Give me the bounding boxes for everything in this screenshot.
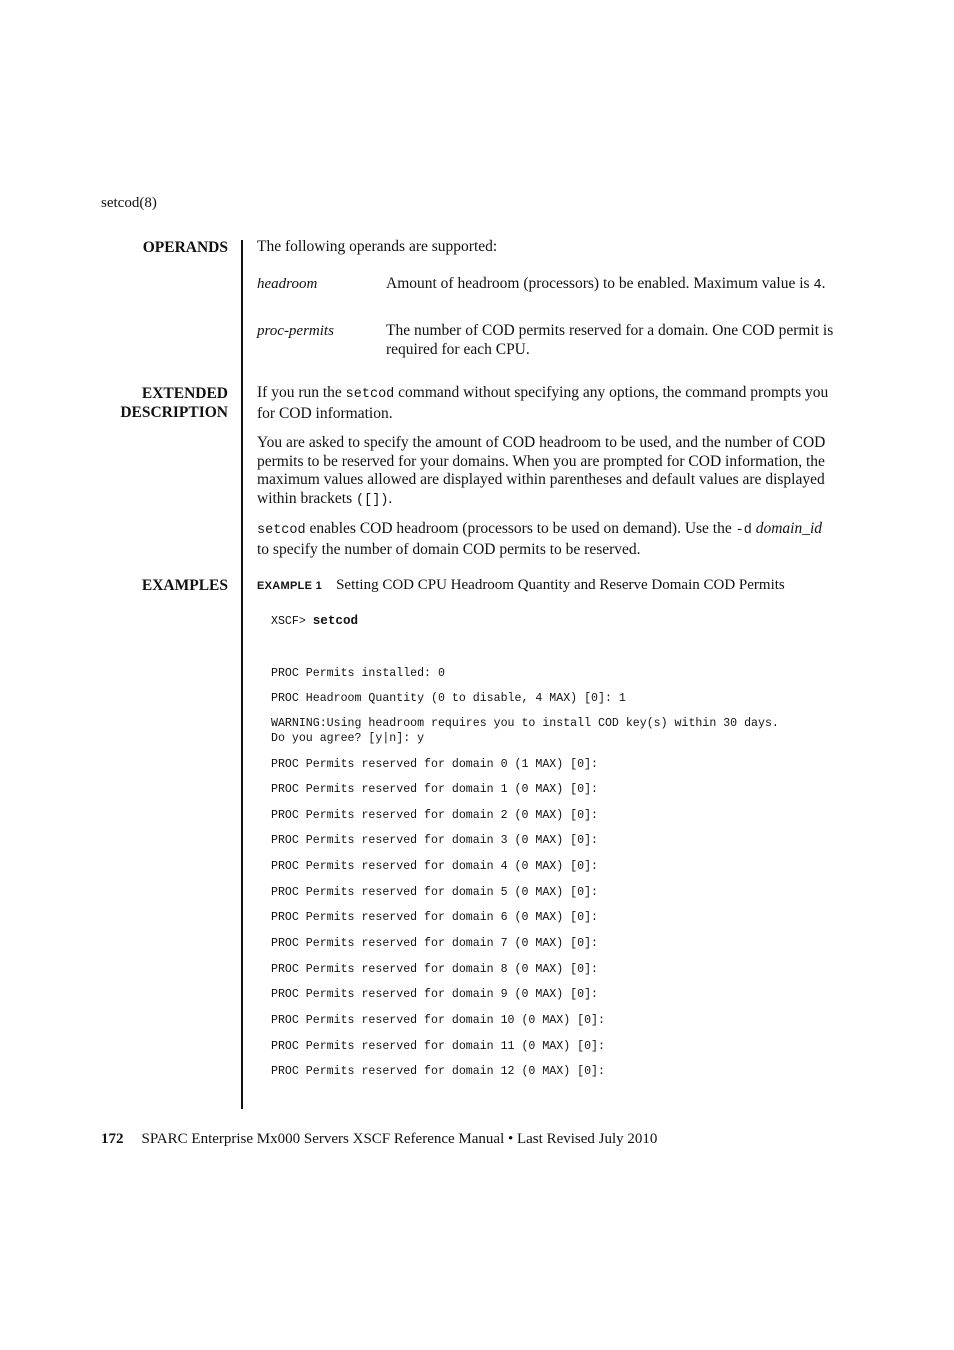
code-command: setcod xyxy=(312,614,359,628)
code-line: PROC Permits reserved for domain 6 (0 MAX) [0]: xyxy=(271,911,598,924)
code-line: PROC Permits reserved for domain 3 (0 MAX) [0]: xyxy=(271,834,598,847)
code-line: Do you agree? [y|n]: y xyxy=(271,732,425,745)
operand-term-headroom: headroom xyxy=(257,276,318,292)
code-line: PROC Permits reserved for domain 7 (0 MAX) [0]: xyxy=(271,937,598,950)
code-line: PROC Permits reserved for domain 0 (1 MAX) [0]: xyxy=(271,758,598,771)
operands-heading: OPERANDS xyxy=(142,239,228,256)
examples-heading: EXAMPLES xyxy=(141,577,228,594)
operand-def-proc-permits: The number of COD permits reserved for a domain. One COD permit is required for each CPU. xyxy=(386,322,834,358)
code-line: PROC Permits reserved for domain 11 (0 MAX) [0]: xyxy=(271,1040,605,1053)
italic-term: domain_id xyxy=(755,520,823,537)
operands-intro: The following operands are supported: xyxy=(257,238,498,255)
page-footer xyxy=(101,1131,657,1148)
example-title-line xyxy=(257,577,785,594)
inline-code: 4 xyxy=(813,278,822,293)
description-paragraph-3: setcod enables COD headroom (processors to be used on demand). Use the -d domain_id to specify the number of domain COD permits to be reserved. xyxy=(257,520,823,558)
code-line: PROC Permits reserved for domain 10 (0 MAX) [0]: xyxy=(271,1014,605,1027)
code-line: PROC Permits reserved for domain 8 (0 MAX) [0]: xyxy=(271,963,598,976)
operand-def-headroom: Amount of headroom (processors) to be enabled. Maximum value is 4. xyxy=(386,275,826,293)
inline-code: setcod xyxy=(257,523,306,538)
description-paragraph-1: If you run the setcod command without specifying any options, the command prompts you for COD information. xyxy=(257,384,829,422)
code-line: PROC Permits installed: 0 xyxy=(271,667,445,680)
example-title: Setting COD CPU Headroom Quantity and Reserve Domain COD Permits xyxy=(336,577,785,593)
code-line: PROC Headroom Quantity (0 to disable, 4 MAX) [0]: 1 xyxy=(271,692,626,705)
inline-code: setcod xyxy=(345,387,395,402)
code-line: WARNING:Using headroom requires you to install COD key(s) within 30 days. xyxy=(271,717,779,730)
operand-term-proc-permits: proc-permits xyxy=(257,323,334,339)
code-line: PROC Permits reserved for domain 1 (0 MAX) [0]: xyxy=(271,783,598,796)
footer-text: SPARC Enterprise Mx000 Servers XSCF Reference Manual • Last Revised July 2010 xyxy=(141,1131,658,1147)
code-line: PROC Permits reserved for domain 5 (0 MAX) [0]: xyxy=(271,886,598,899)
code-line: PROC Permits reserved for domain 12 (0 MAX) [0]: xyxy=(271,1065,605,1078)
extended-description-heading xyxy=(120,384,228,422)
example-tag: EXAMPLE 1 xyxy=(257,580,323,592)
code-line: PROC Permits reserved for domain 9 (0 MAX) [0]: xyxy=(271,988,598,1001)
section-divider-rule xyxy=(241,240,243,1109)
running-header: setcod(8) xyxy=(101,195,157,211)
description-paragraph-2: You are asked to specify the amount of COD headroom to be used, and the number of COD permits to be reserved for your domains. When you are prompted for COD information, the maximum values allowed are displayed within parentheses and default values are displayed within brackets ([]). xyxy=(257,434,826,508)
heading-line: EXTENDED xyxy=(141,385,228,402)
code-prompt-line: XSCF> setcod xyxy=(271,614,359,628)
heading-line: DESCRIPTION xyxy=(120,404,228,421)
code-line: PROC Permits reserved for domain 2 (0 MAX) [0]: xyxy=(271,809,598,822)
inline-code: ([]) xyxy=(356,492,389,508)
code-line: PROC Permits reserved for domain 4 (0 MAX) [0]: xyxy=(271,860,598,873)
page-number: 172 xyxy=(101,1131,124,1147)
inline-code: -d xyxy=(735,523,752,538)
